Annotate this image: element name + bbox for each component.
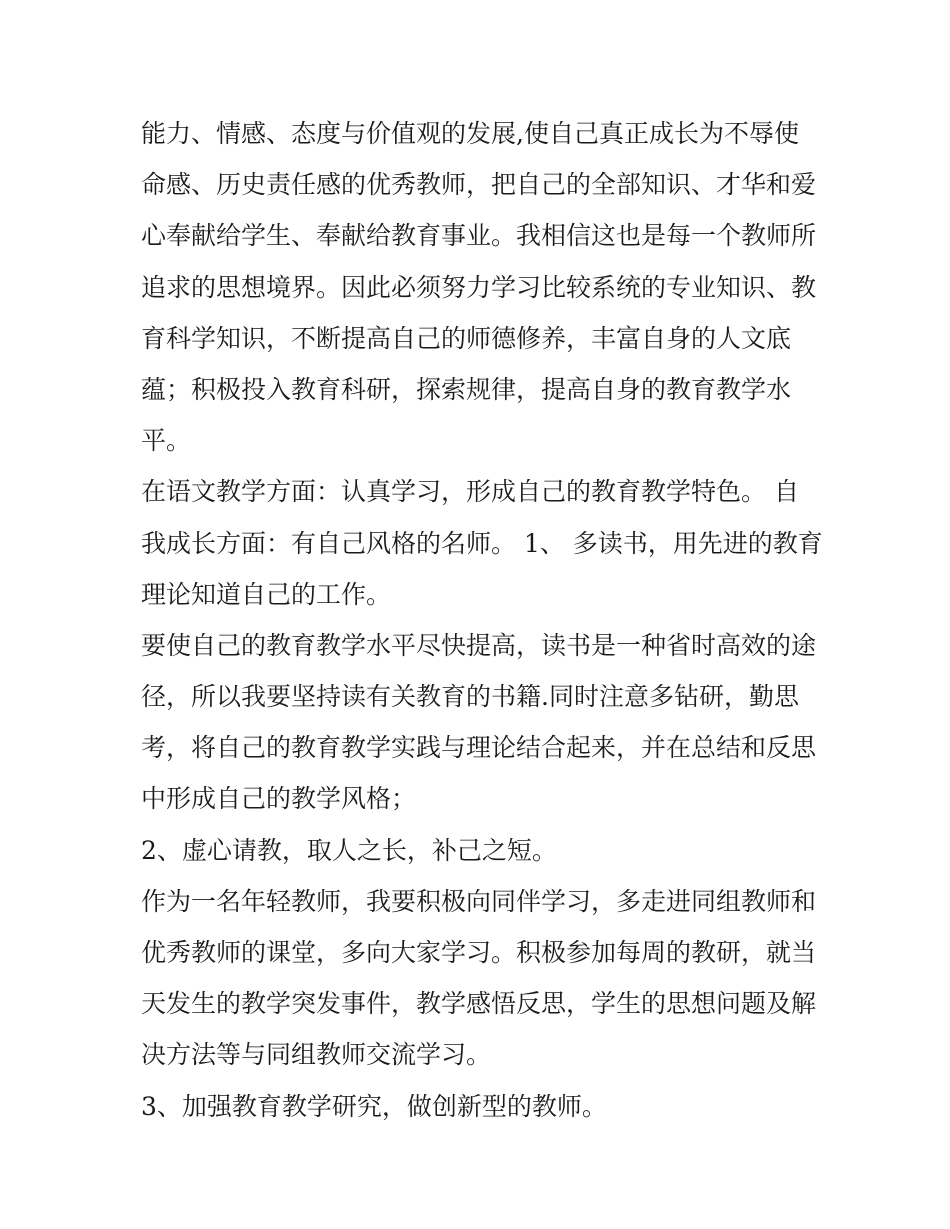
text-line: 3、加强教育教学研究，做创新型的教师。 <box>141 1091 607 1121</box>
text-line: 心奉献给学生、奉献给教育事业。我相信这也是每一个教师所 <box>141 221 817 251</box>
text-line: 能力、情感、态度与价值观的发展,使自己真正成长为不辱使 <box>141 119 799 148</box>
text-line: 追求的思想境界。因此必须努力学习比较系统的专业知识、教 <box>141 272 817 302</box>
body-text <box>141 108 821 1132</box>
text-line: 优秀教师的课堂，多向大家学习。积极参加每周的教研，就当 <box>141 938 817 967</box>
text-line: 考，将自己的教育教学实践与理论结合起来，并在总结和反思 <box>141 733 817 763</box>
text-line: 命感、历史责任感的优秀教师，把自己的全部知识、才华和爱 <box>141 170 817 200</box>
text-line: 天发生的教学突发事件，教学感悟反思，学生的思想问题及解 <box>141 989 817 1019</box>
text-line: 蕴；积极投入教育科研，探索规律，提高自身的教育教学水 <box>141 374 792 404</box>
text-line: 理论知道自己的工作。 <box>141 579 392 609</box>
text-line: 在语文教学方面：认真学习，形成自己的教育教学特色。 自 <box>141 477 799 507</box>
text-line: 径，所以我要坚持读有关教育的书籍.同时注意多钻研，勤思 <box>141 682 799 712</box>
text-line: 作为一名年轻教师，我要积极向同伴学习，多走进同组教师和 <box>141 886 817 916</box>
text-line: 决方法等与同组教师交流学习。 <box>141 1040 492 1070</box>
text-line: 2、虚心请教，取人之长，补己之短。 <box>141 835 557 865</box>
text-line: 中形成自己的教学风格； <box>141 784 417 814</box>
text-line: 平。 <box>141 426 192 456</box>
text-line: 育科学知识，不断提高自己的师德修养，丰富自身的人文底 <box>141 323 792 353</box>
text-line: 要使自己的教育教学水平尽快提高，读书是一种省时高效的途 <box>141 630 817 660</box>
text-line: 我成长方面：有自己风格的名师。 1、 多读书，用先进的教育 <box>141 528 823 558</box>
